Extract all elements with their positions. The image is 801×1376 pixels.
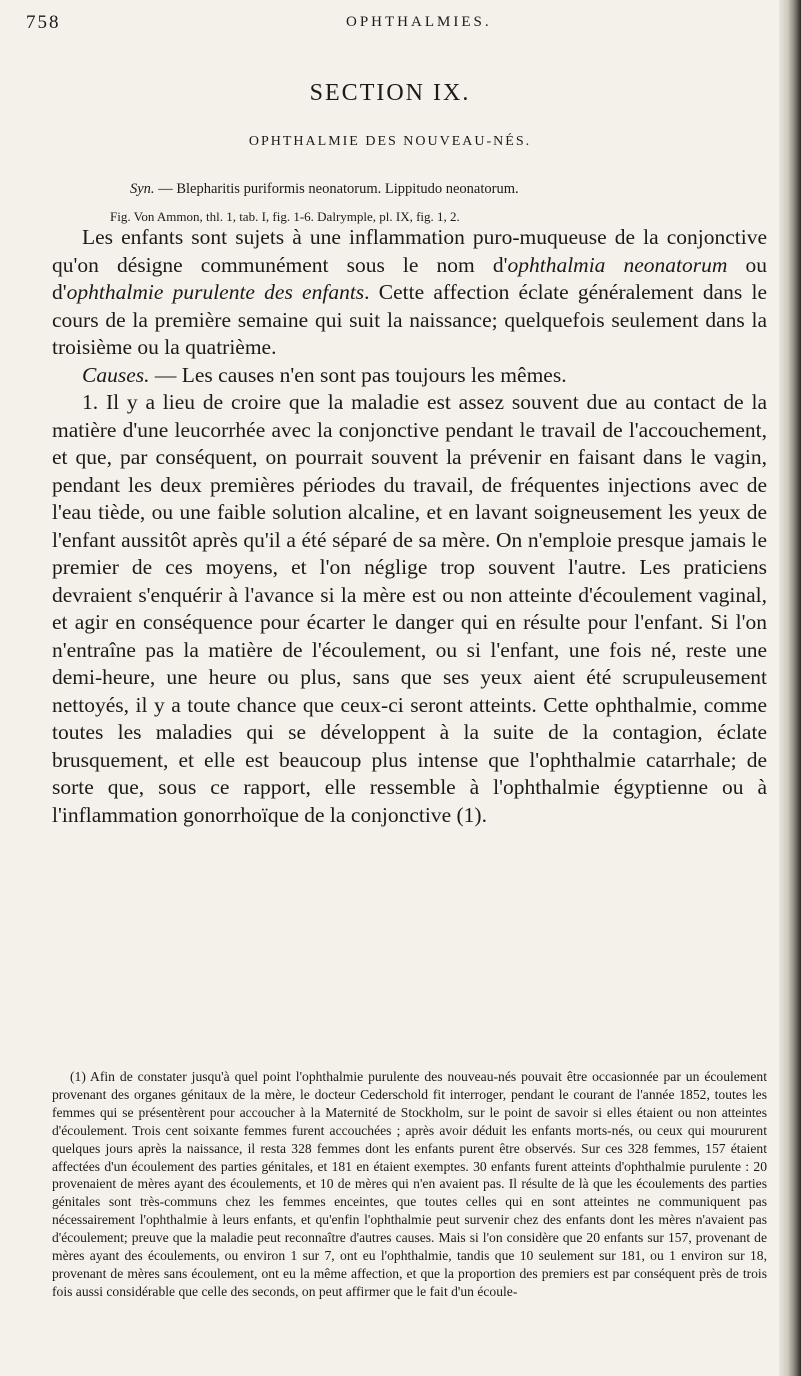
paragraph-causes [52,362,767,390]
causes-label: Causes. [82,362,150,387]
synonyms-label: Syn. [130,181,155,197]
running-head [26,12,766,38]
footnote [52,1068,767,1301]
p1-term-ophthalmia-neonatorum: ophthalmia neonatorum [507,252,728,277]
p1-text-c: . Cette affection éclate généralement dans le cours de la première semaine qui suit la naissance; quelquefois seulement dans la troisième ou la quatrième. [52,280,767,359]
synonyms-line [130,176,770,202]
section-subtitle: OPHTHALMIE DES NOUVEAU-NÉS. [248,134,532,149]
paragraph-intro [52,224,767,362]
figure-references: Fig. Von Ammon, thl. 1, tab. I, fig. 1-6. Dalrymple, pl. IX, fig. 1, 2. [110,209,460,224]
footnote-text: (1) Afin de constater jusqu'à quel point l'ophthalmie purulente des nouveau-nés pouvait être occasionnée par un écoulement provenant des organes génitaux de la mère, le docteur Cederschold fit interroger, pendant le courant de l'année 1852, toutes les femmes qui se présentèrent pour accoucher à la Maternité de Stockholm, sur le point de savoir si elles étaient ou non atteintes d'écoulement. Trois cent soixante femmes furent accouchées ; après avoir déduit les enfants morts-nés, ou ceux qui moururent quelques jours après la naissance, il resta 328 femmes dont les enfants purent être observés. Sur ces 328 femmes, 157 étaient affectées d'un écoulement des parties génitales, et 181 en étaient exemptes. 30 enfants furent atteints d'ophthalmie purulente : 20 provenaient de mères ayant des écoulements, et 10 de mères qui n'en avaient pas. Il résulte de là que les écoulements des parties génitales sont très-communs chez les femmes enceintes, que toutes celles qui en sont atteintes ne communiquent pas nécessairement l'ophthalmie à leurs enfants, et qu'enfin l'ophthalmie peut survenir chez des enfants dont les mères n'avaient pas d'écoulement; preuve que la maladie peut reconnaître d'autres causes. Mais si l'on considère que 20 enfants sur 157, provenant de mères ayant des écoulements, ou environ 1 sur 7, ont eu l'ophthalmie, tandis que 10 seulement sur 181, ou 1 environ sur 18, provenant de mères sans écoulement, ont eu la même affection, et que la proportion des premiers est par conséquent près de trois fois aussi considérable que celle des seconds, on peut affirmer que le fait d'un écoule- [52,1069,767,1299]
paragraph-cause-1: 1. Il y a lieu de croire que la maladie est assez souvent due au contact de la matière d'une leucorrhée avec la conjonctive pendant le travail de l'accouchement, et que, par conséquent, on pourrait souvent la prévenir en faisant dans le vagin, pendant les deux premières périodes du travail, de fréquentes injections avec de l'eau tiède, ou une faible solution alcaline, et en lavant soigneusement les yeux de l'enfant aussitôt après qu'il a été séparé de sa mère. On n'emploie presque jamais le premier de ces moyens, et l'on néglige trop souvent l'autre. Les praticiens devraient s'enquérir à l'avance si la mère est ou non atteinte d'écoulement vaginal, et agir en conséquence pour écarter le danger qui en résulte pour l'enfant. Si l'on n'entraîne pas la matière de l'écoulement, ou si l'enfant, une fois né, reste une demi-heure, une heure ou plus, sans que ses yeux aient été scrupuleusement nettoyés, il y a toute chance que ceux-ci seront atteints. Cette ophthalmie, comme toutes les maladies qui se développent à la suite de la contagion, éclate brusquement, et elle est beaucoup plus intense que l'ophthalmie catarrhale; de sorte que, sous ce rapport, elle ressemble à l'ophthalmie égyptienne ou à l'inflammation gonorrhoïque de la conjonctive (1). [52,390,767,827]
p1-term-ophthalmie-purulente: ophthalmie purulente des enfants [66,280,365,304]
section-title: SECTION IX. [309,80,471,106]
p1-text-a: Les enfants sont sujets à une inflammation puro-muqueuse de la conjonctive qu'on désigne communément sous le nom d' [52,225,767,277]
running-title: OPHTHALMIES. [346,14,492,30]
page-edge-shadow [779,0,801,1376]
synonyms-text: — Blepharitis puriformis neonatorum. Lippitudo neonatorum. [154,181,519,197]
causes-text: — Les causes n'en sont pas toujours les mêmes. [149,362,567,387]
body-text [52,224,767,829]
page-number: 758 [26,12,61,33]
synonyms-block [110,176,770,230]
p1-text-b: ou d' [52,252,768,304]
